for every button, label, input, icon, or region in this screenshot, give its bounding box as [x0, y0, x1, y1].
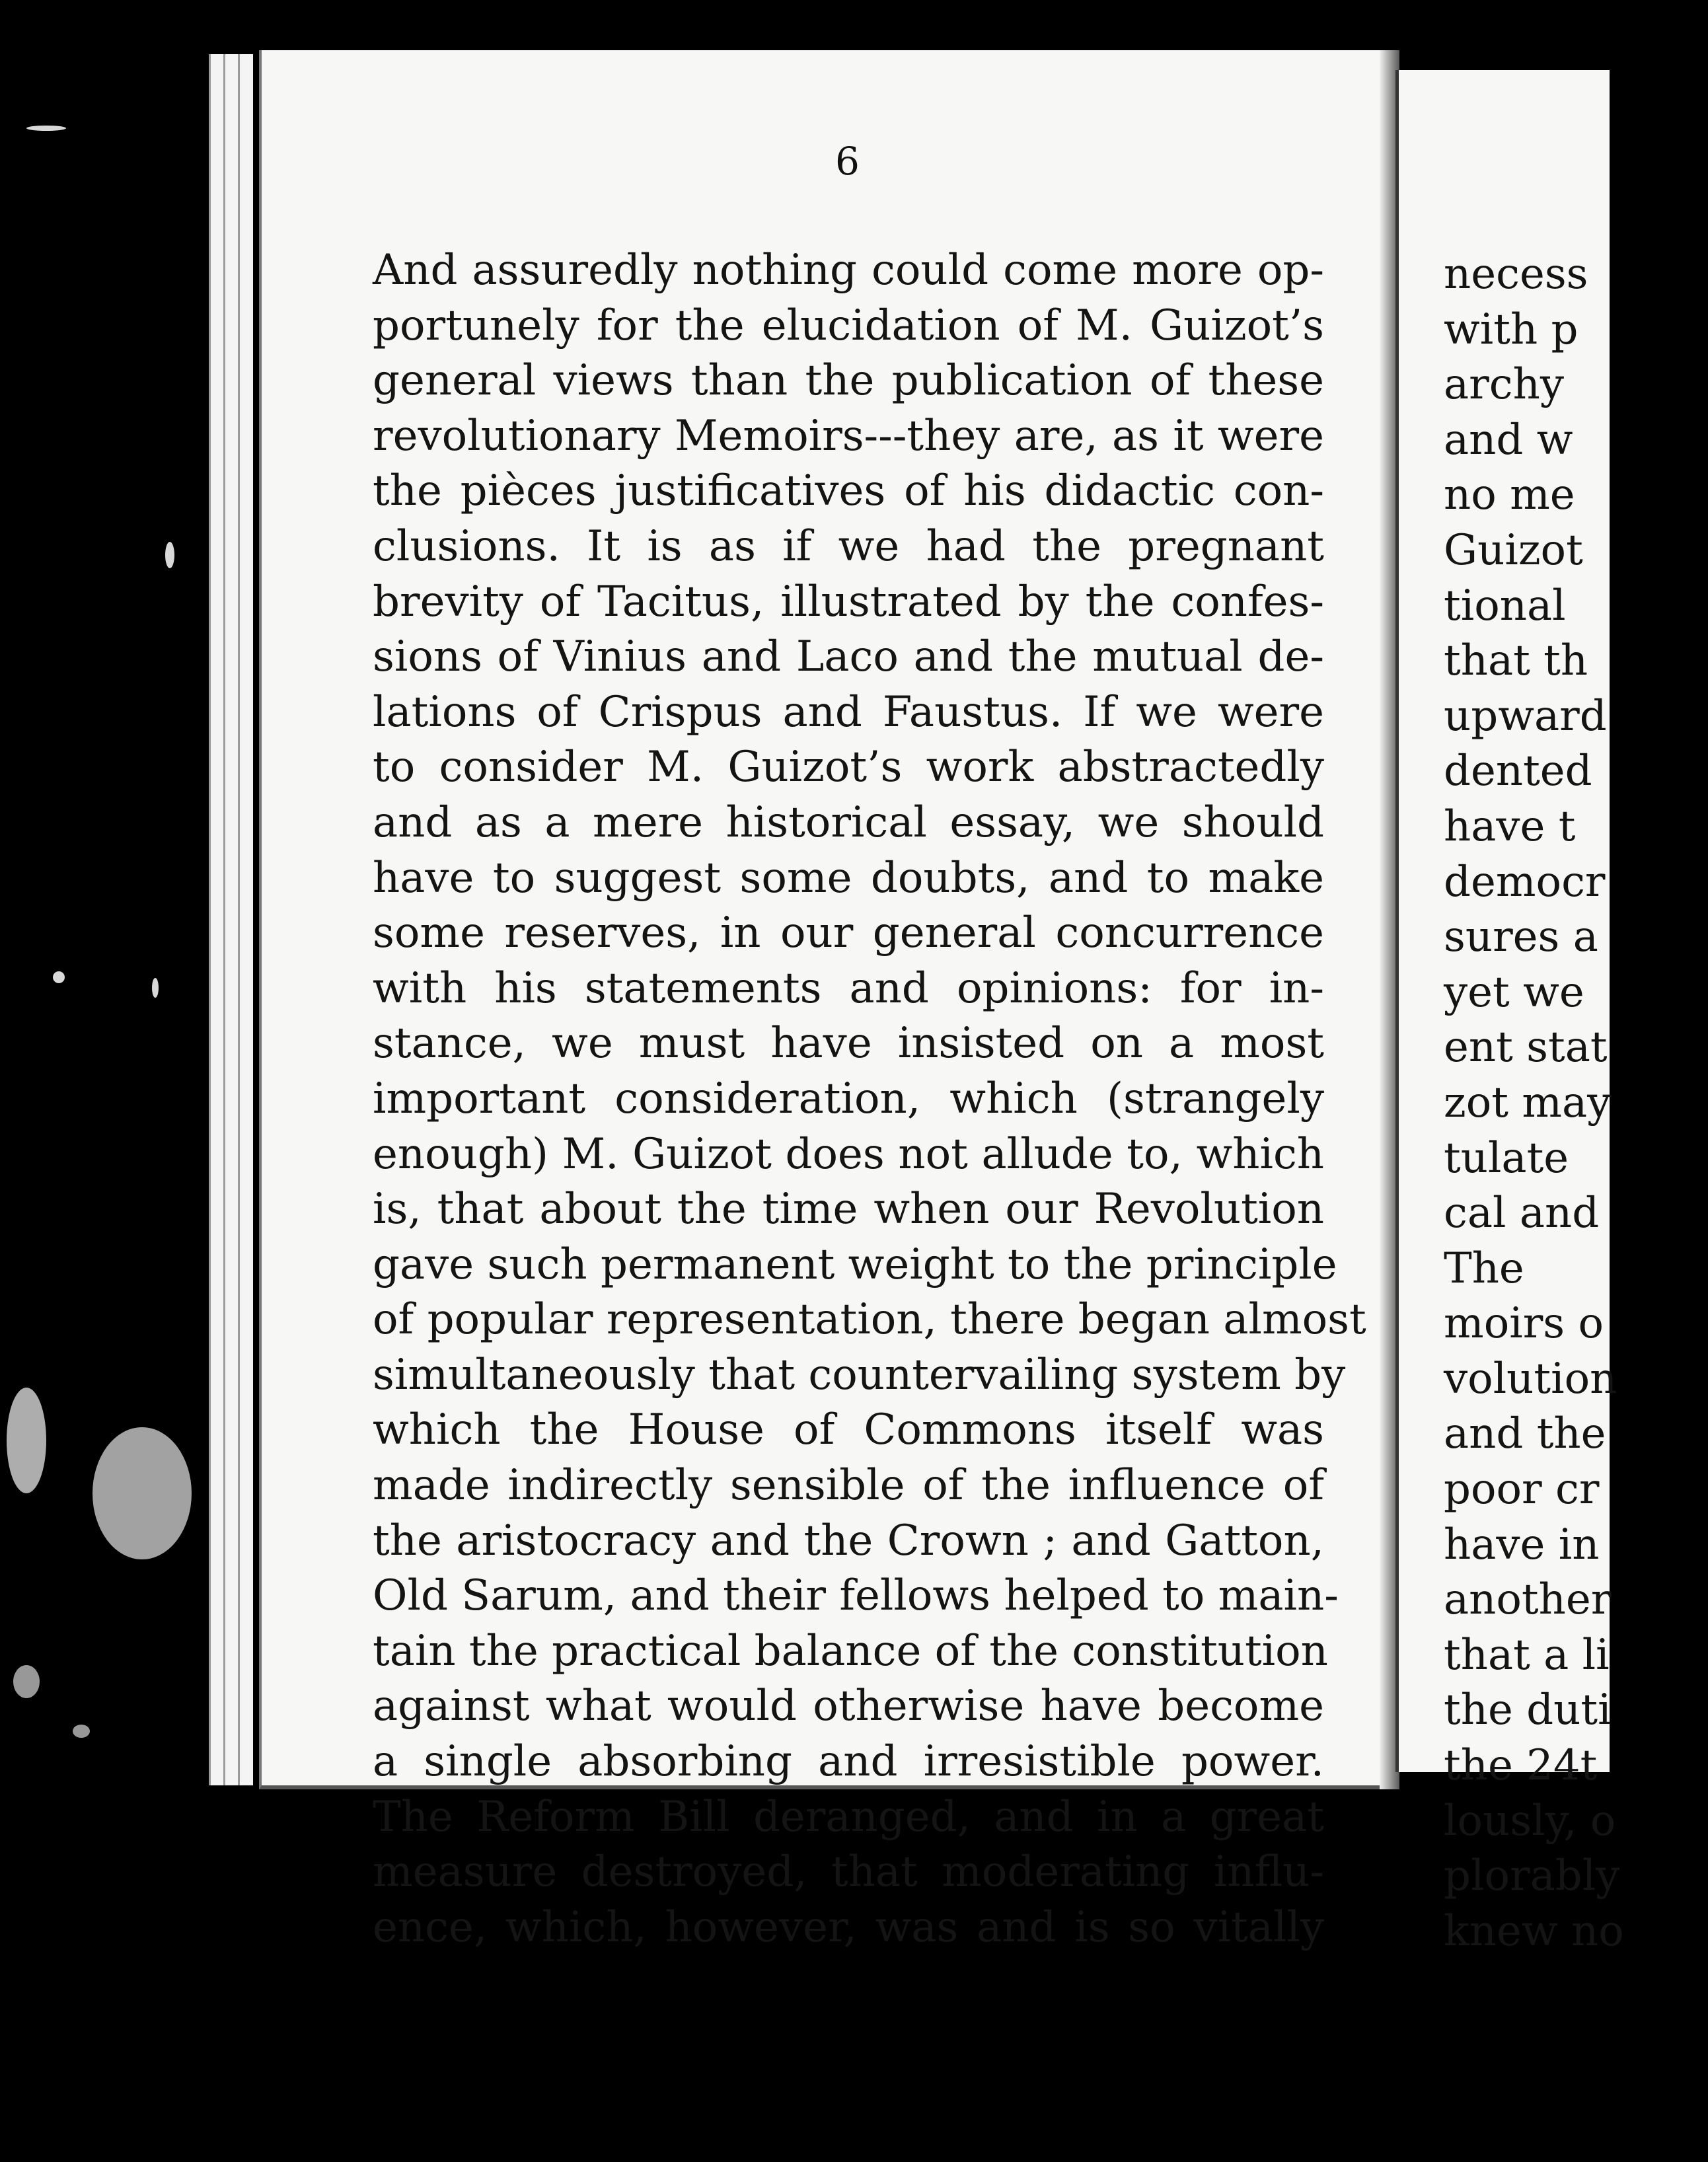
text-line: tional	[1444, 581, 1566, 630]
scan-speck	[165, 542, 174, 568]
text-line: the aristocracy and the Crown ; and Gatton,	[373, 1516, 1324, 1565]
text-line: necess	[1444, 250, 1588, 299]
text-line: to consider M. Guizot’s work abstractedly	[373, 743, 1324, 792]
text-line: the 24t	[1444, 1741, 1598, 1791]
text-line: have to suggest some doubts, and to make	[373, 853, 1324, 903]
text-line: cal and	[1444, 1189, 1600, 1238]
text-line: simultaneously that countervailing system by	[373, 1350, 1346, 1399]
text-line: ent stat	[1444, 1023, 1608, 1072]
text-line: volution	[1444, 1354, 1617, 1403]
text-line: gave such permanent weight to the principle	[373, 1240, 1337, 1289]
text-line: revolutionary Memoirs---they are, as it were	[373, 411, 1324, 461]
text-line: measure destroyed, that moderating influ-	[373, 1847, 1324, 1897]
text-line: tulate	[1444, 1133, 1569, 1183]
text-line: which the House of Commons itself was	[373, 1405, 1324, 1455]
text-line: zot may	[1444, 1078, 1612, 1127]
page-number: 6	[835, 139, 860, 184]
text-line: archy	[1444, 360, 1564, 410]
text-line: moirs o	[1444, 1299, 1604, 1349]
text-line: Guizot	[1444, 525, 1583, 575]
text-line: upward	[1444, 691, 1607, 741]
text-line: enough) M. Guizot does not allude to, which	[373, 1129, 1324, 1179]
left-page-text	[373, 243, 1366, 1955]
scan-speck	[73, 1725, 90, 1738]
text-line: against what would otherwise have become	[373, 1682, 1324, 1731]
text-line: general views than the publication of these	[373, 356, 1324, 406]
text-line: yet we	[1444, 967, 1584, 1017]
text-line: and w	[1444, 415, 1573, 465]
text-line: and as a mere historical essay, we should	[373, 798, 1324, 847]
page-stack-edge	[238, 54, 253, 1785]
scan-speck	[53, 971, 65, 983]
text-line: made indirectly sensible of the influence of	[373, 1461, 1324, 1510]
text-line: lations of Crispus and Faustus. If we were	[373, 687, 1324, 737]
text-line: plorably	[1444, 1851, 1620, 1901]
text-line: sures a	[1444, 913, 1598, 962]
right-page	[1395, 70, 1624, 1956]
text-line: The	[1444, 1244, 1524, 1293]
text-line: important consideration, which (strangely	[373, 1074, 1324, 1123]
right-page-text	[1444, 247, 1708, 1959]
text-line: is, that about the time when our Revolution	[373, 1185, 1324, 1234]
text-line: a single absorbing and irresistible power.	[373, 1737, 1324, 1787]
text-line: democr	[1444, 857, 1606, 907]
text-line: of popular representation, there began almost	[373, 1295, 1366, 1345]
text-line: tain the practical balance of the constitution	[373, 1626, 1328, 1676]
text-line: poor cr	[1444, 1465, 1600, 1514]
scan-speck	[13, 1665, 40, 1698]
text-line: that th	[1444, 636, 1588, 686]
text-line: some reserves, in our general concurrence	[373, 909, 1324, 958]
text-line: Old Sarum, and their fellows helped to main-	[373, 1571, 1339, 1621]
page-stack-edge	[209, 54, 224, 1785]
scan-speck	[7, 1388, 46, 1493]
text-line: brevity of Tacitus, illustrated by the confes-	[373, 577, 1324, 626]
text-line: have in	[1444, 1520, 1600, 1569]
text-line: clusions. It is as if we had the pregnant	[373, 521, 1324, 571]
text-line: with p	[1444, 305, 1578, 354]
text-line: lously, o	[1444, 1796, 1616, 1845]
text-line: that a li	[1444, 1630, 1610, 1680]
text-line: the pièces justificatives of his didactic con-	[373, 466, 1324, 516]
text-line: with his statements and opinions: for in-	[373, 963, 1324, 1013]
page-stack-edge	[223, 54, 239, 1785]
scan-speck	[26, 126, 66, 131]
scan-speck	[152, 978, 159, 998]
scan-speck	[93, 1427, 192, 1559]
text-line: stance, we must have insisted on a most	[373, 1019, 1324, 1068]
text-line: have t	[1444, 801, 1576, 851]
text-line: the duti	[1444, 1686, 1612, 1735]
text-line: dented	[1444, 747, 1592, 796]
text-line: portunely for the elucidation of M. Guizot’s	[373, 301, 1324, 350]
text-line: another	[1444, 1575, 1612, 1625]
text-line: knew no	[1444, 1906, 1624, 1956]
text-line: The Reform Bill deranged, and in a great	[373, 1792, 1324, 1842]
text-line: sions of Vinius and Laco and the mutual de-	[373, 632, 1324, 682]
text-line: no me	[1444, 470, 1575, 520]
text-line: ence, which, however, was and is so vitally	[373, 1902, 1324, 1952]
text-line: and the	[1444, 1409, 1606, 1459]
text-line: And assuredly nothing could come more op-	[373, 246, 1324, 295]
